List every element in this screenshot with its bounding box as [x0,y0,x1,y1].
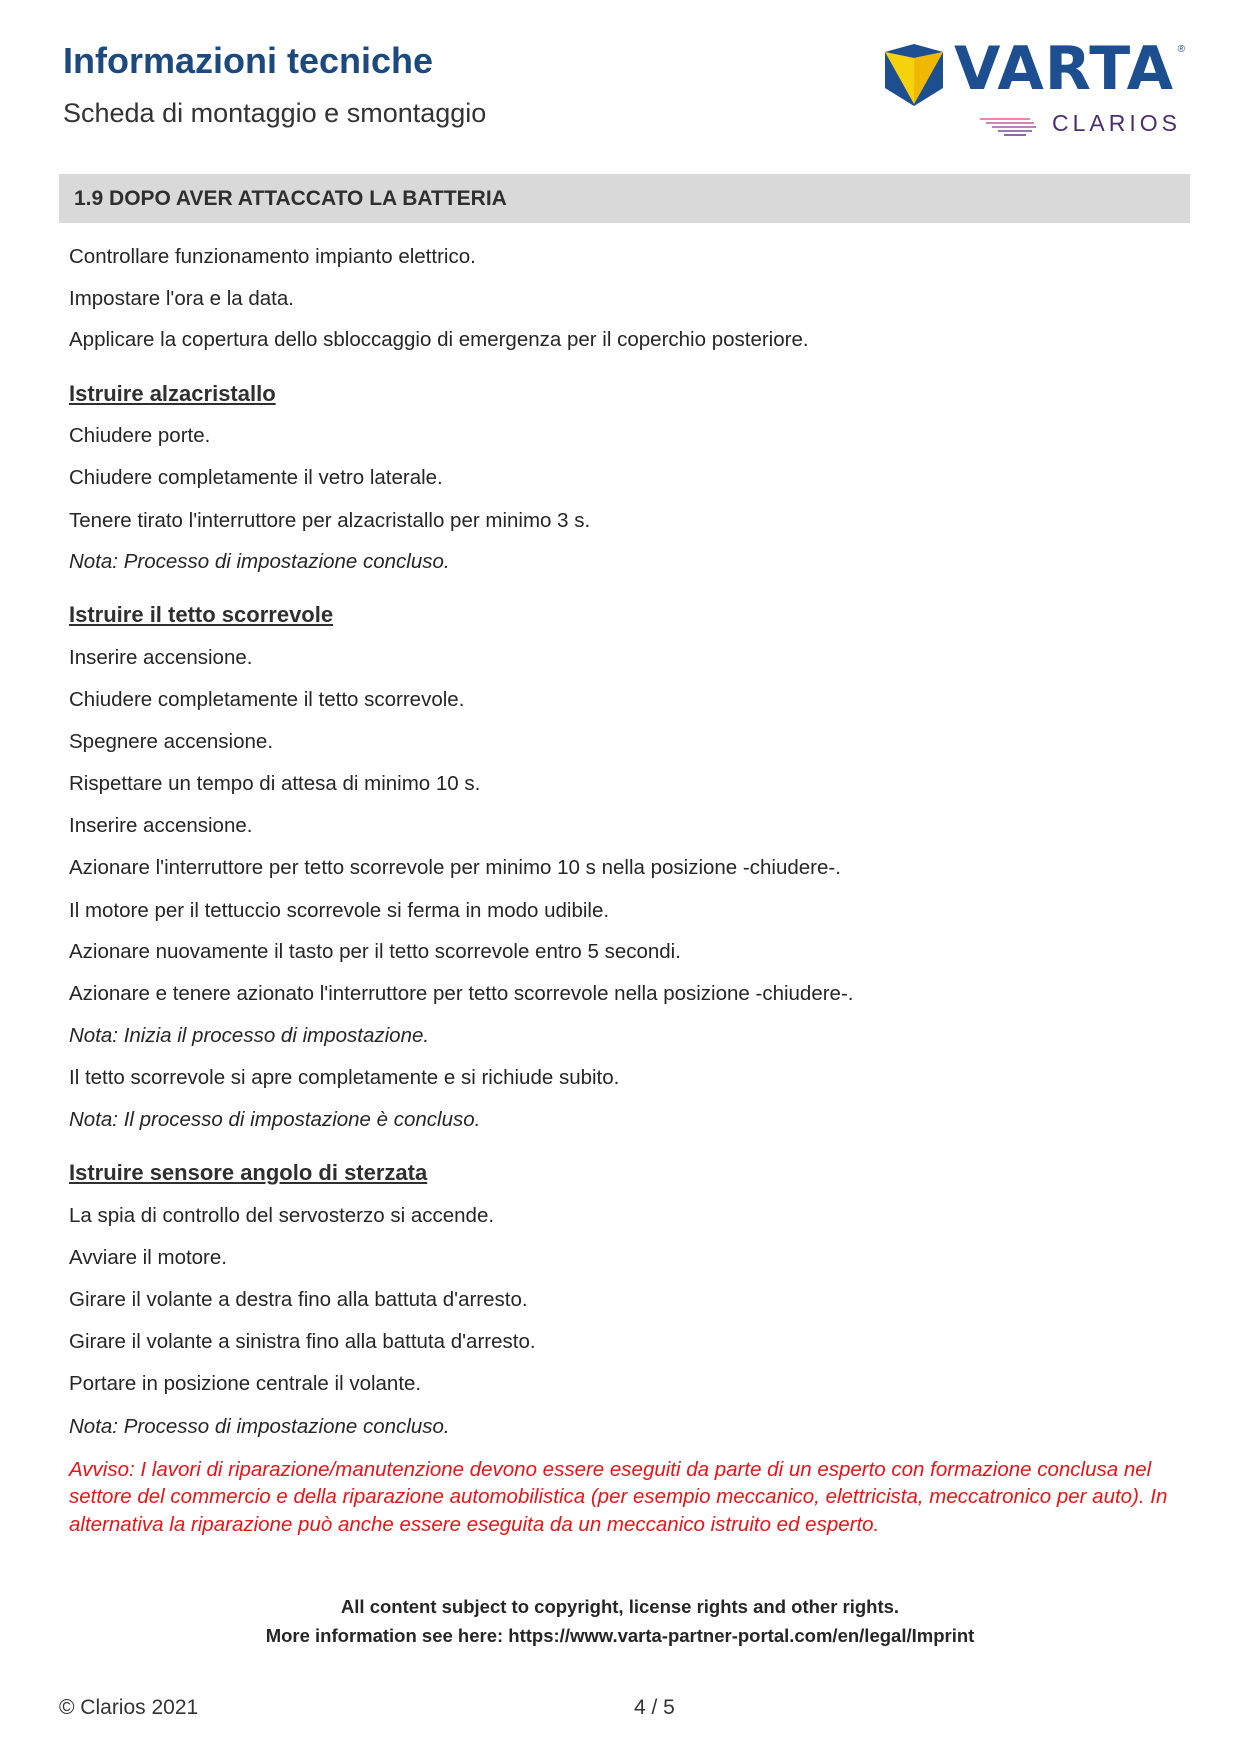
logo-clarios-text: CLARIOS [1052,110,1181,136]
instruction-line: Il motore per il tettuccio scorrevole si ferma in modo udibile. [69,899,610,922]
section-title: 1.9 DOPO AVER ATTACCATO LA BATTERIA [74,187,507,210]
footer-more-info: More information see here: https://www.varta-partner-portal.com/en/legal/Imprint [265,1625,975,1646]
varta-cube-icon [883,44,945,106]
instruction-line: Controllare funzionamento impianto elettrico. [69,245,476,268]
instruction-line: La spia di controllo del servosterzo si accende. [69,1204,495,1227]
section-header-bar [59,174,1190,223]
note-line: Nota: Processo di impostazione concluso. [69,550,450,573]
varta-clarios-logo [880,34,1185,140]
instruction-line: Chiudere porte. [69,424,211,447]
logo-varta-text: VARTA [954,34,1175,104]
clarios-swoosh-icon [980,115,1040,139]
note-line: Nota: Processo di impostazione concluso. [69,1415,450,1438]
instruction-line: Il tetto scorrevole si apre completamente e si richiude subito. [69,1066,620,1089]
instruction-line: Avviare il motore. [69,1246,227,1269]
instruction-line: Portare in posizione centrale il volante. [69,1372,422,1395]
subsection-heading: Istruire il tetto scorrevole [69,602,334,627]
instruction-line: Inserire accensione. [69,646,253,669]
logo-registered-mark: ® [1177,44,1185,55]
note-line: Nota: Il processo di impostazione è concluso. [69,1108,481,1131]
footer-copyright: © Clarios 2021 [59,1696,199,1719]
instruction-line: Spegnere accensione. [69,730,274,753]
page-title: Informazioni tecniche [63,40,434,81]
instruction-line: Girare il volante a sinistra fino alla battuta d'arresto. [69,1330,536,1353]
page-number: 4 / 5 [634,1696,675,1719]
footer-rights: All content subject to copyright, license rights and other rights. [340,1596,900,1617]
instruction-line: Girare il volante a destra fino alla battuta d'arresto. [69,1288,528,1311]
page-subtitle: Scheda di montaggio e smontaggio [63,98,487,128]
note-line: Nota: Inizia il processo di impostazione. [69,1024,430,1047]
instruction-line: Tenere tirato l'interruttore per alzacristallo per minimo 3 s. [69,509,591,532]
subsection-heading: Istruire alzacristallo [69,381,276,406]
instruction-line: Chiudere completamente il tetto scorrevole. [69,688,465,711]
instruction-line: Azionare l'interruttore per tetto scorrevole per minimo 10 s nella posizione -chiudere-. [69,856,841,879]
instruction-line: Azionare nuovamente il tasto per il tetto scorrevole entro 5 secondi. [69,940,681,963]
instruction-line: Inserire accensione. [69,814,253,837]
instruction-line: Azionare e tenere azionato l'interruttore per tetto scorrevole nella posizione -chiudere-. [69,982,854,1005]
instruction-line: Rispettare un tempo di attesa di minimo 10 s. [69,772,481,795]
subsection-heading: Istruire sensore angolo di sterzata [69,1160,428,1185]
instruction-line: Applicare la copertura dello sbloccaggio di emergenza per il coperchio posteriore. [69,328,809,351]
instruction-line: Impostare l'ora e la data. [69,287,294,310]
warning-notice: Avviso: I lavori di riparazione/manutenzione devono essere eseguiti da parte di un esperto con formazione conclusa nel settore del commercio e della riparazione automobilistica (per esempio meccanico, elettricista, meccatronico per auto). In alternativa la riparazione può anche essere eseguita da un meccanico istruito ed esperto. [69,1458,1168,1536]
instruction-line: Chiudere completamente il vetro laterale. [69,466,443,489]
